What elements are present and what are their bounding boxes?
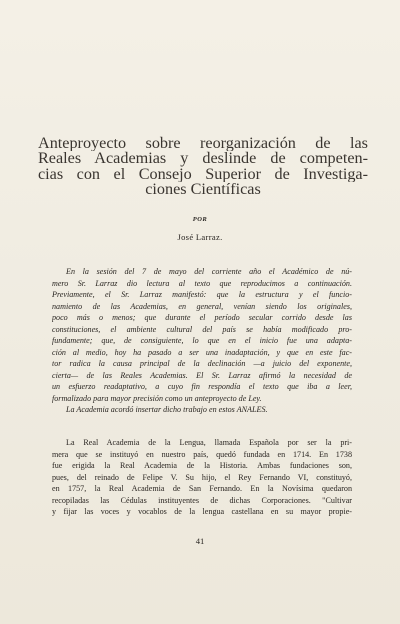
page-number: 41 — [195, 536, 205, 546]
text-line: fundamente; que, de consiguiente, lo que en el inicio fue una adapta- — [52, 336, 352, 345]
text-line: La Academia acordó insertar dicho trabajo en estos ANALES. — [66, 405, 268, 414]
body-paragraph — [52, 437, 352, 518]
title-line: ciones Científicas — [145, 182, 261, 198]
document-title — [38, 136, 368, 198]
intro-paragraph — [52, 266, 352, 416]
text-line: ción al medio, hoy ha pasado a ser una inadaptación, y que en este fac- — [52, 347, 352, 357]
text-line: tor radica la causa principal de la declinación —a juicio del exponente, — [52, 359, 352, 368]
byline-prefix: POR — [192, 216, 208, 223]
title-line: Anteproyecto sobre reorganización de las — [38, 136, 368, 152]
title-line: Reales Academias y deslinde de competen- — [38, 151, 368, 167]
text-line: Previamente, el Sr. Larraz manifestó: que la estructura y el funcio- — [52, 290, 352, 299]
text-line: formalizado para mayor precisión como un anteproyecto de Ley. — [52, 393, 262, 403]
text-line: cierta— de las Reales Academias. El Sr. Larraz afirmó la necesidad de — [52, 370, 352, 380]
author-name: José Larraz. — [177, 232, 223, 242]
text-line: fue erigida la Real Academia de la Historia. Ambas fundaciones son, — [52, 461, 352, 470]
text-line: mera que se instituyó en nuestro país, quedó fundada en 1714. En 1738 — [52, 449, 352, 459]
title-line: cias con el Consejo Superior de Investiga- — [38, 166, 368, 183]
text-line: recopiladas las Cédulas instituyentes de dichas Corporaciones. "Cultivar — [52, 495, 352, 505]
text-line: mero Sr. Larraz dio lectura al texto que reproducimos a continuación. — [52, 278, 352, 288]
text-line: La Real Academia de la Lengua, llamada Española por ser la pri- — [66, 438, 352, 447]
text-line: en 1757, la Real Academia de San Fernando. En la Novísima quedaron — [52, 484, 352, 493]
text-line: namiento de las Academias, en general, venían siendo los originales, — [52, 301, 352, 311]
text-line: un esfuerzo readaptativo, a cuyo fin respondía el texto que iba a leer, — [52, 382, 352, 391]
text-line: poco más o menos; que durante el período secular corrido desde las — [52, 313, 352, 322]
text-line: En la sesión del 7 de mayo del corriente año el Académico de nú- — [66, 267, 352, 276]
text-line: constituciones, el ambiente cultural del país se había modificado pro- — [52, 324, 352, 334]
text-line: pues, del reinado de Felipe V. Su hijo, el Rey Fernando VI, constituyó, — [52, 472, 352, 482]
text-line: y fijar las voces y vocablos de la lengua castellana en su mayor propie- — [52, 507, 352, 516]
